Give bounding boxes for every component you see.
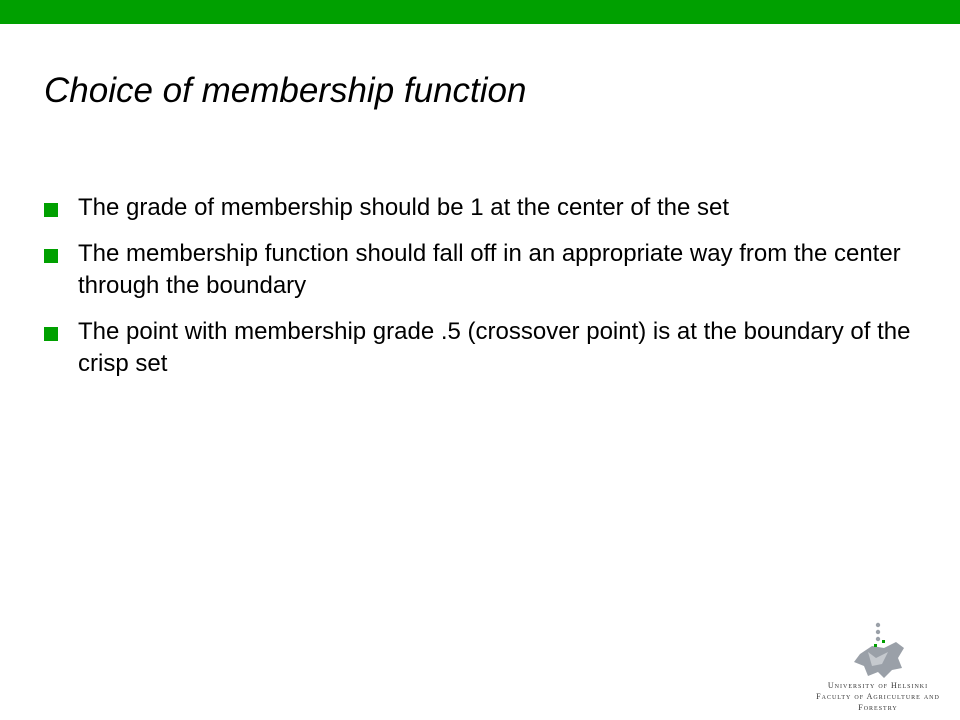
helsinki-university-logo-icon (838, 622, 918, 682)
bullet-text: The membership function should fall off in an appropriate way from the center through the boundary (78, 240, 901, 299)
logo-line-3: Forestry (858, 703, 898, 712)
university-logo (808, 622, 948, 718)
bullet-text: The grade of membership should be 1 at the center of the set (78, 194, 730, 221)
logo-line-2: Faculty of Agriculture and (816, 692, 940, 701)
square-bullet-icon (44, 249, 58, 263)
bullet-text: The point with membership grade .5 (crossover point) is at the boundary of the crisp set (78, 318, 911, 377)
bullet-item (44, 316, 914, 380)
slide-title: Choice of membership function (44, 71, 527, 110)
bullet-item (44, 192, 914, 224)
bullet-item (44, 238, 914, 302)
logo-line-1: University of Helsinki (827, 681, 929, 690)
square-bullet-icon (44, 327, 58, 341)
logo-text (808, 680, 948, 713)
square-bullet-icon (44, 203, 58, 217)
bullet-list (44, 192, 914, 394)
top-accent-bar (0, 0, 960, 24)
